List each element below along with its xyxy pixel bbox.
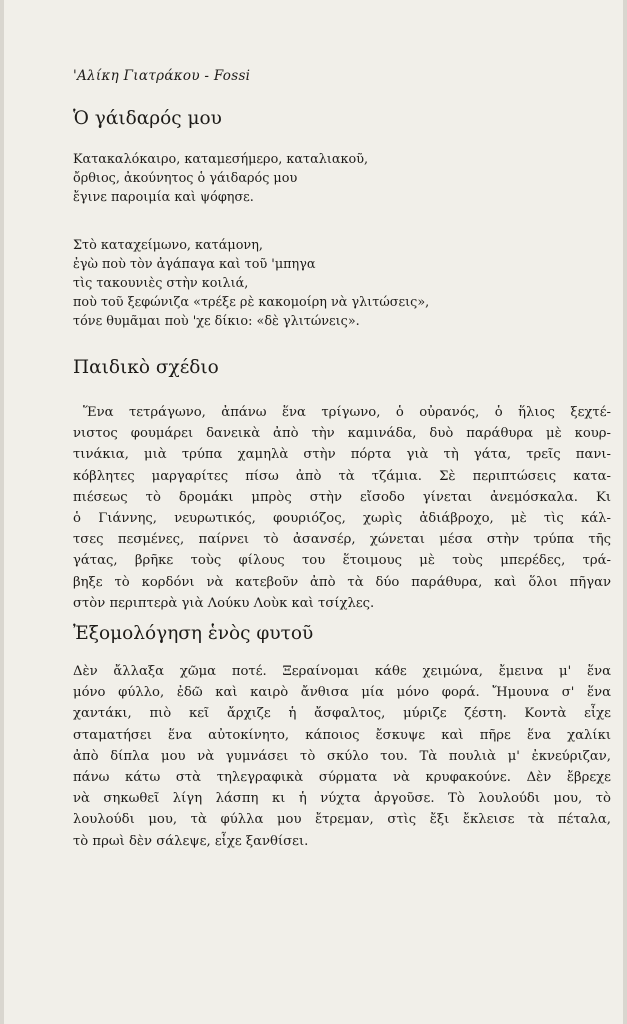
page-edge-left xyxy=(0,0,4,1024)
poem-title: Ἐξομολόγηση ἑνὸς φυτοῦ xyxy=(73,623,314,644)
page-edge-right xyxy=(623,0,627,1024)
prose-line: τὸ πρωὶ δὲν σάλεψε, εἶχε ξανθίσει. xyxy=(73,833,309,849)
stanza xyxy=(73,150,368,207)
prose-line: πιέσεως τὸ δρομάκι μπρὸς στὴν εἴσοδο γίνεται ἀνεμόσκαλα. Κι xyxy=(73,489,611,505)
verse-line: Στὸ καταχείμωνο, κατάμονη, xyxy=(73,238,263,253)
prose-line: Ἕνα τετράγωνο, ἀπάνω ἕνα τρίγωνο, ὁ οὐρανός, ὁ ἥλιος ξεχτέ- xyxy=(83,405,611,420)
prose-paragraph xyxy=(73,661,611,852)
verse-line: ἐγὼ ποὺ τὸν ἀγάπαγα καὶ τοῦ 'μπηγα xyxy=(73,257,316,272)
prose-line: ἀπὸ δίπλα μου νὰ γυμνάσει τὸ σκύλο του. Τὰ πουλιὰ μ' ἐκνεύριζαν, xyxy=(73,748,611,764)
prose-line: πάνω κάτω στὰ τηλεγραφικὰ σύρματα νὰ κρυφακούνε. Δὲν ἔβρεχε xyxy=(73,770,611,786)
verse-line: τόνε θυμᾶμαι ποὺ 'χε δίκιο: «δὲ γλιτώνεις». xyxy=(73,314,360,329)
prose-line: τινάκια, μιὰ τρύπα χαμηλὰ στὴν πόρτα γιὰ τὴ γάτα, τρεῖς πανι- xyxy=(73,447,611,463)
prose-line: νιστος φουμάρει δανεικὰ ἀπὸ τὴν καμινάδα, δυὸ παράθυρα μὲ κουρ- xyxy=(73,426,611,442)
prose-line: κόβλητες μαργαρίτες πίσω ἀπὸ τὰ τζάμια. Σὲ περιπτώσεις κατα- xyxy=(73,468,611,484)
verse-line: ὄρθιος, ἀκούνητος ὁ γάιδαρός μου xyxy=(73,171,298,186)
verse-line: τὶς τακουνιὲς στὴν κοιλιά, xyxy=(73,276,249,291)
prose-line: χαντάκι, πιὸ κεῖ ἄρχιζε ἡ ἄσφαλτος, μύριζε ζέστη. Κοντὰ εἶχε xyxy=(73,706,611,722)
prose-line: γάτας, βρῆκε τοὺς φίλους του ἕτοιμους μὲ τοὺς μπερέδες, τρά- xyxy=(73,553,611,569)
prose-line: ὁ Γιάννης, νευρωτικός, φουριόζος, χωρὶς ἀδιάβροχο, μὲ τὶς κάλ- xyxy=(73,511,611,527)
prose-line: βηξε τὸ κορδόνι νὰ κατεβοῦν ἀπὸ τὰ δύο παράθυρα, καὶ ὅλοι πῆγαν xyxy=(73,574,611,590)
prose-line: λουλούδι μου, τὰ φύλλα μου ἔτρεμαν, στὶς ἔξι ἔκλεισε τὰ πέταλα, xyxy=(73,812,611,828)
prose-line: σταματήσει ἕνα αὐτοκίνητο, κάποιος ἔσκυψε καὶ πῆρε ἕνα χαλίκι xyxy=(73,727,611,743)
stanza xyxy=(73,236,429,331)
verse-line: Κατακαλόκαιρο, καταμεσήμερο, καταλιακοῦ, xyxy=(73,152,369,167)
prose-line: Δὲν ἄλλαξα χῶμα ποτέ. Ξεραίνομαι κάθε χειμώνα, ἔμεινα μ' ἕνα xyxy=(73,664,611,679)
prose-line: τσες πεσμένες, παίρνει τὸ ἀσανσέρ, χώνεται μέσα στὴν τρύπα τῆς xyxy=(73,532,611,548)
verse-line: ποὺ τοῦ ξεφώνιζα «τρέξε ρὲ κακομοίρη νὰ γλιτώσεις», xyxy=(73,295,430,310)
running-head-author: 'Αλίκη Γιατράκου - Fossi xyxy=(73,68,251,84)
prose-line: στὸν περιπτερὰ γιὰ Λούκυ Λοὺκ καὶ τσίχλες. xyxy=(73,595,375,611)
prose-line: μόνο φύλλο, ἐδῶ καὶ καιρὸ ἄνθισα μία μόνο φορά. Ἤμουνα σ' ἕνα xyxy=(73,685,611,701)
verse-line: ἔγινε παροιμία καὶ ψόφησε. xyxy=(73,190,254,205)
prose-paragraph xyxy=(73,402,611,614)
prose-line: νὰ σηκωθεῖ λίγη λάσπη κι ἡ νύχτα ἀργοῦσε. Τὸ λουλούδι μου, τὸ xyxy=(73,791,611,807)
poem-title: Ὁ γάιδαρός μου xyxy=(73,108,222,129)
poem-title: Παιδικὸ σχέδιο xyxy=(73,357,219,378)
